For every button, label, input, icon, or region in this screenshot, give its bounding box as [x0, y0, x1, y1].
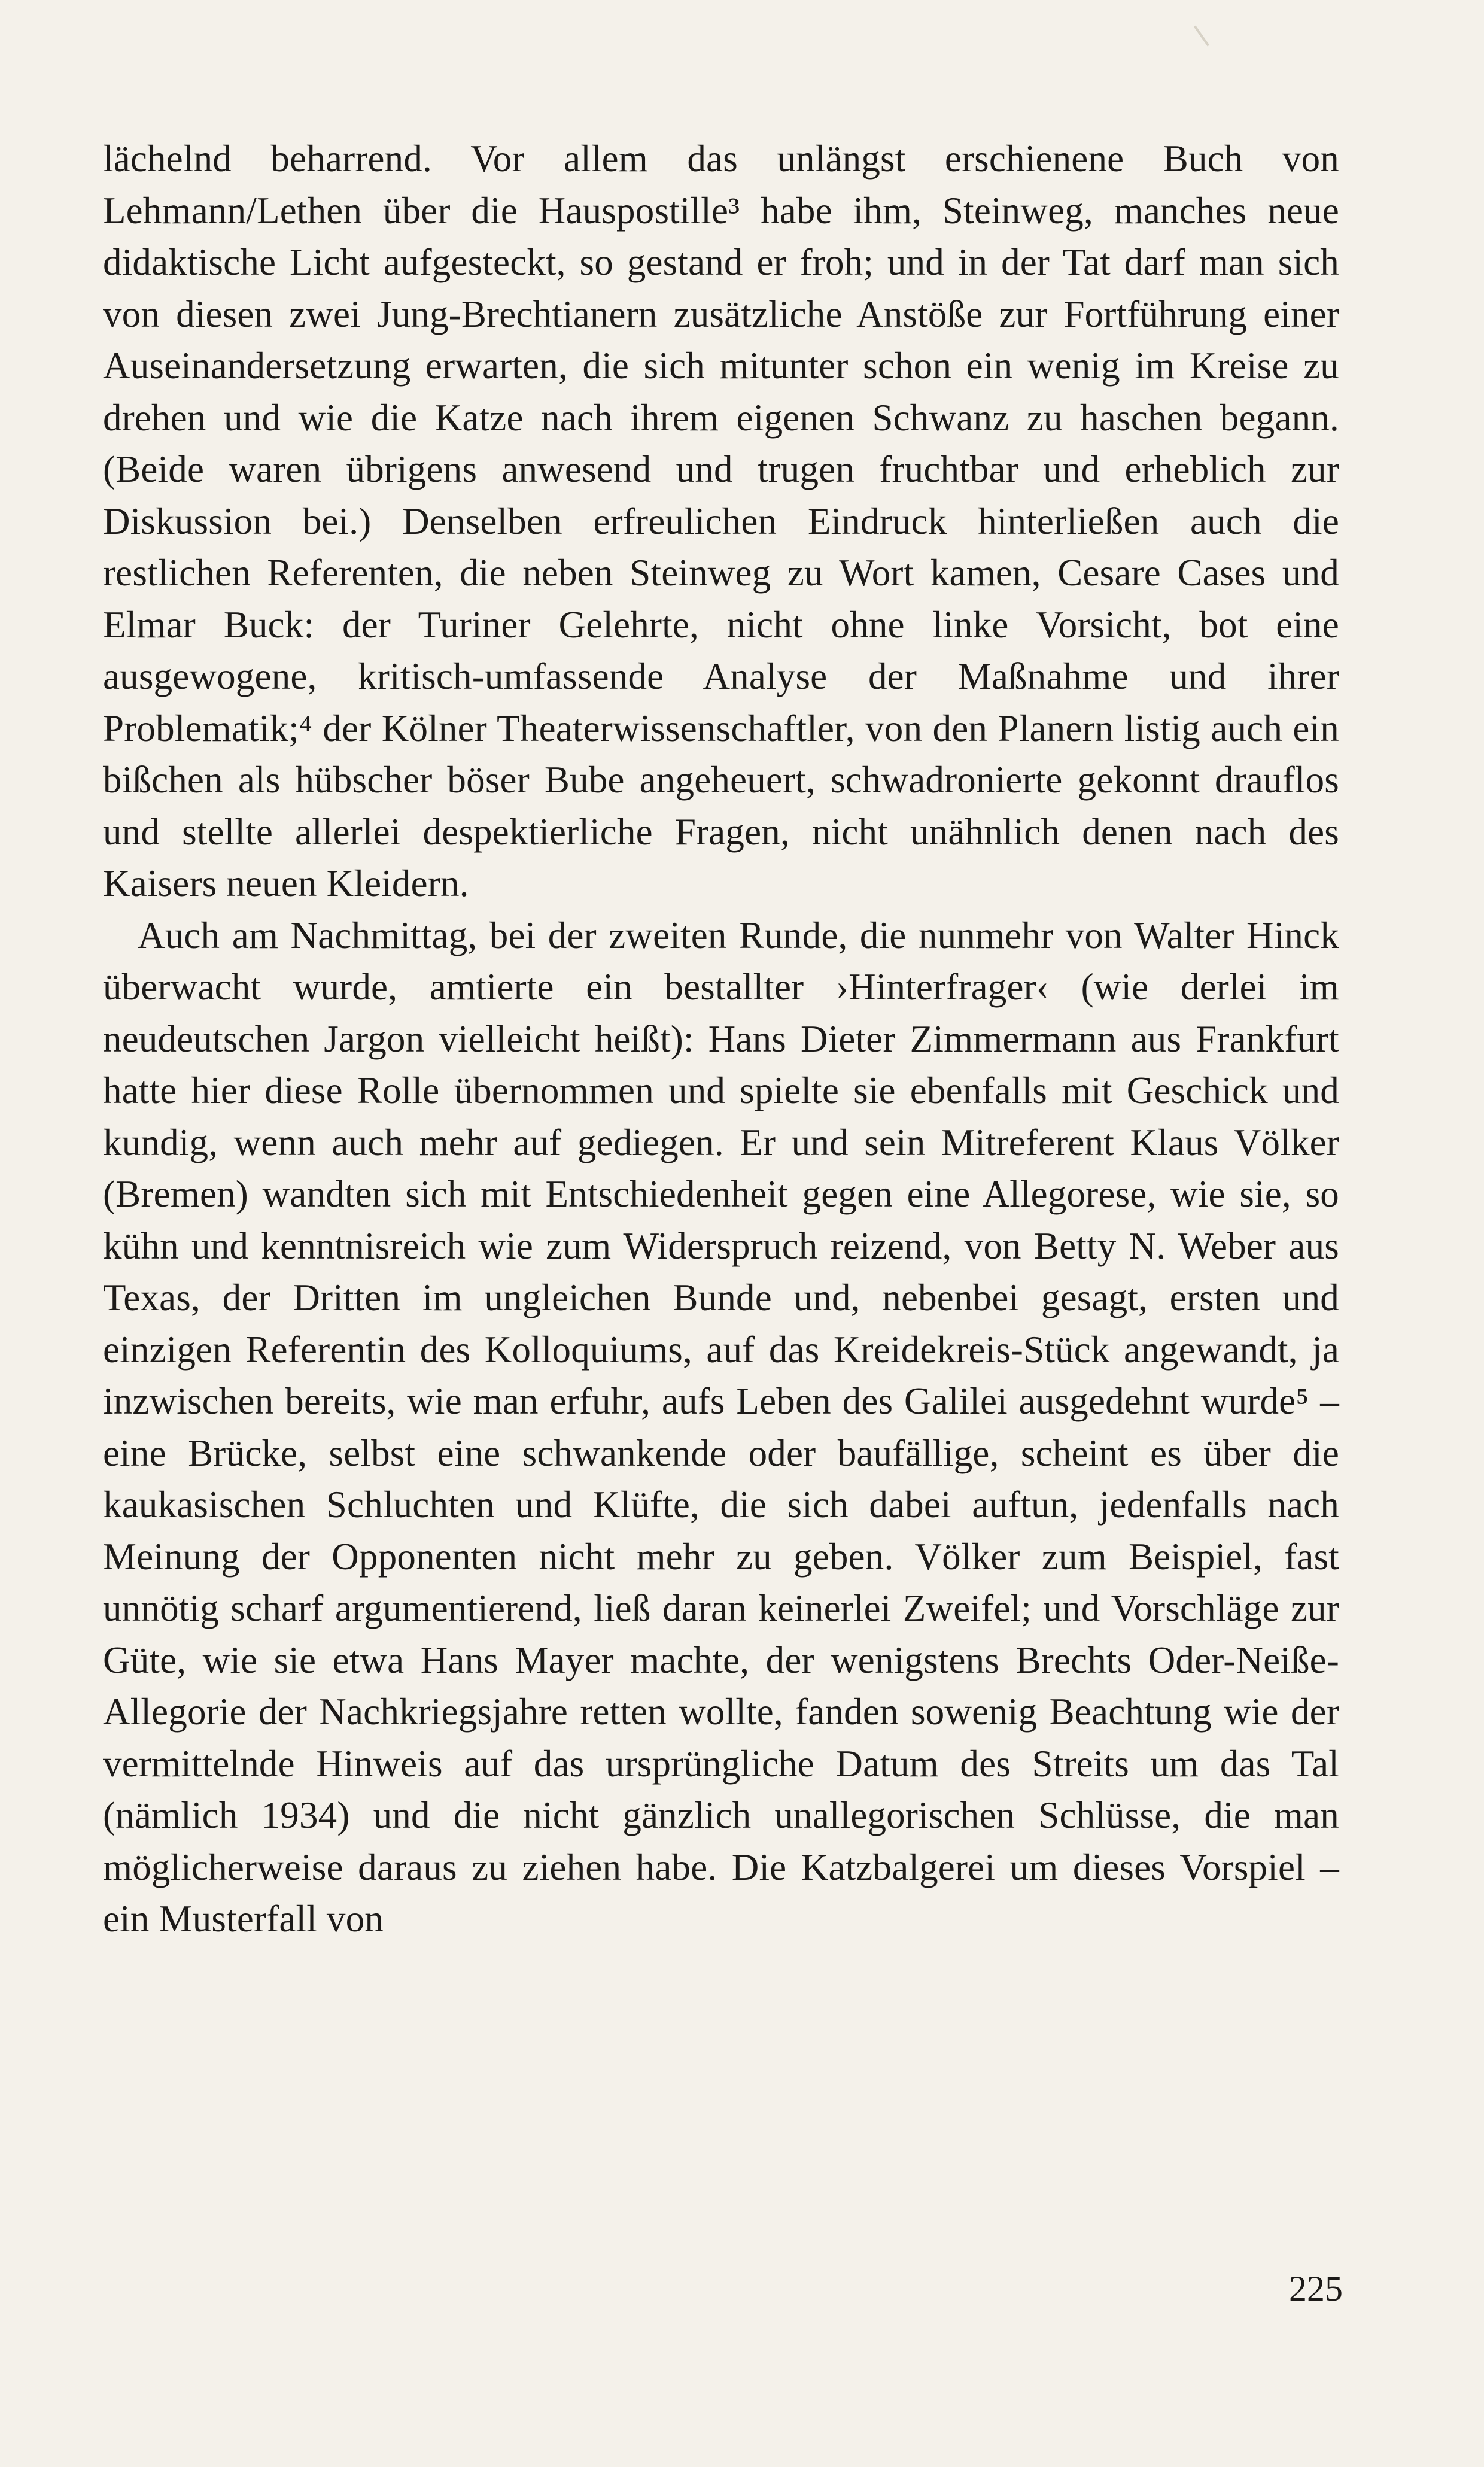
paragraph-1: lächelnd beharrend. Vor allem das unlängst erschienene Buch von Lehmann/Lethen über die Hauspostille³ habe ihm, Steinweg, manches neue didaktische Licht aufgesteckt, so gestand er froh; und in der Tat darf man sich von diesen zwei Jung-Brechtianern zusätzliche Anstöße zur Fortführung einer Auseinandersetzung erwarten, die sich mitunter schon ein wenig im Kreise zu drehen und wie die Katze nach ihrem eigenen Schwanz zu haschen begann. (Beide waren übrigens anwesend und trugen fruchtbar und erheblich zur Diskussion bei.) Denselben erfreulichen Eindruck hinterließen auch die restlichen Referenten, die neben Steinweg zu Wort kamen, Cesare Cases und Elmar Buck: der Turiner Gelehrte, nicht ohne linke Vorsicht, bot eine ausgewogene, kritisch-umfassende Analyse der Maßnahme und ihrer Problematik;⁴ der Kölner Theaterwissenschaftler, von den Planern listig auch ein bißchen als hübscher böser Bube angeheuert, schwadronierte gekonnt drauflos und stellte allerlei despektierliche Fragen, nicht unähnlich denen nach des Kaisers neuen Kleidern. [103, 138, 1339, 904]
body-text [103, 133, 1339, 1945]
page-number: 225 [1289, 2269, 1343, 2308]
paragraph-2: Auch am Nachmittag, bei der zweiten Runde, die nunmehr von Walter Hinck überwacht wurde, amtierte ein bestallter ›Hinterfrager‹ (wie derlei im neudeutschen Jargon vielleicht heißt): Hans Dieter Zimmermann aus Frankfurt hatte hier diese Rolle übernommen und spielte sie ebenfalls mit Geschick und kundig, wenn auch mehr auf gediegen. Er und sein Mitreferent Klaus Völker (Bremen) wandten sich mit Entschiedenheit gegen eine Allegorese, wie sie, so kühn und kenntnisreich wie zum Widerspruch reizend, von Betty N. Weber aus Texas, der Dritten im ungleichen Bunde und, nebenbei gesagt, ersten und einzigen Referentin des Kolloquiums, auf das Kreidekreis-Stück angewandt, ja inzwischen bereits, wie man erfuhr, aufs Leben des Galilei ausgedehnt wurde⁵ – eine Brücke, selbst eine schwankende oder baufällige, scheint es über die kaukasischen Schluchten und Klüfte, die sich dabei auftun, jedenfalls nach Meinung der Opponenten nicht mehr zu geben. Völker zum Beispiel, fast unnötig scharf argumentierend, ließ daran keinerlei Zweifel; und Vorschläge zur Güte, wie sie etwa Hans Mayer machte, der wenigstens Brechts Oder-Neiße-Allegorie der Nachkriegsjahre retten wollte, fanden sowenig Beachtung wie der vermittelnde Hinweis auf das ursprüngliche Datum des Streits um das Tal (nämlich 1934) und die nicht gänzlich unallegorischen Schlüsse, die man möglicherweise daraus zu ziehen habe. Die Katzbalgerei um dieses Vorspiel – ein Musterfall von [103, 914, 1339, 1940]
paper-mark [1194, 25, 1209, 46]
